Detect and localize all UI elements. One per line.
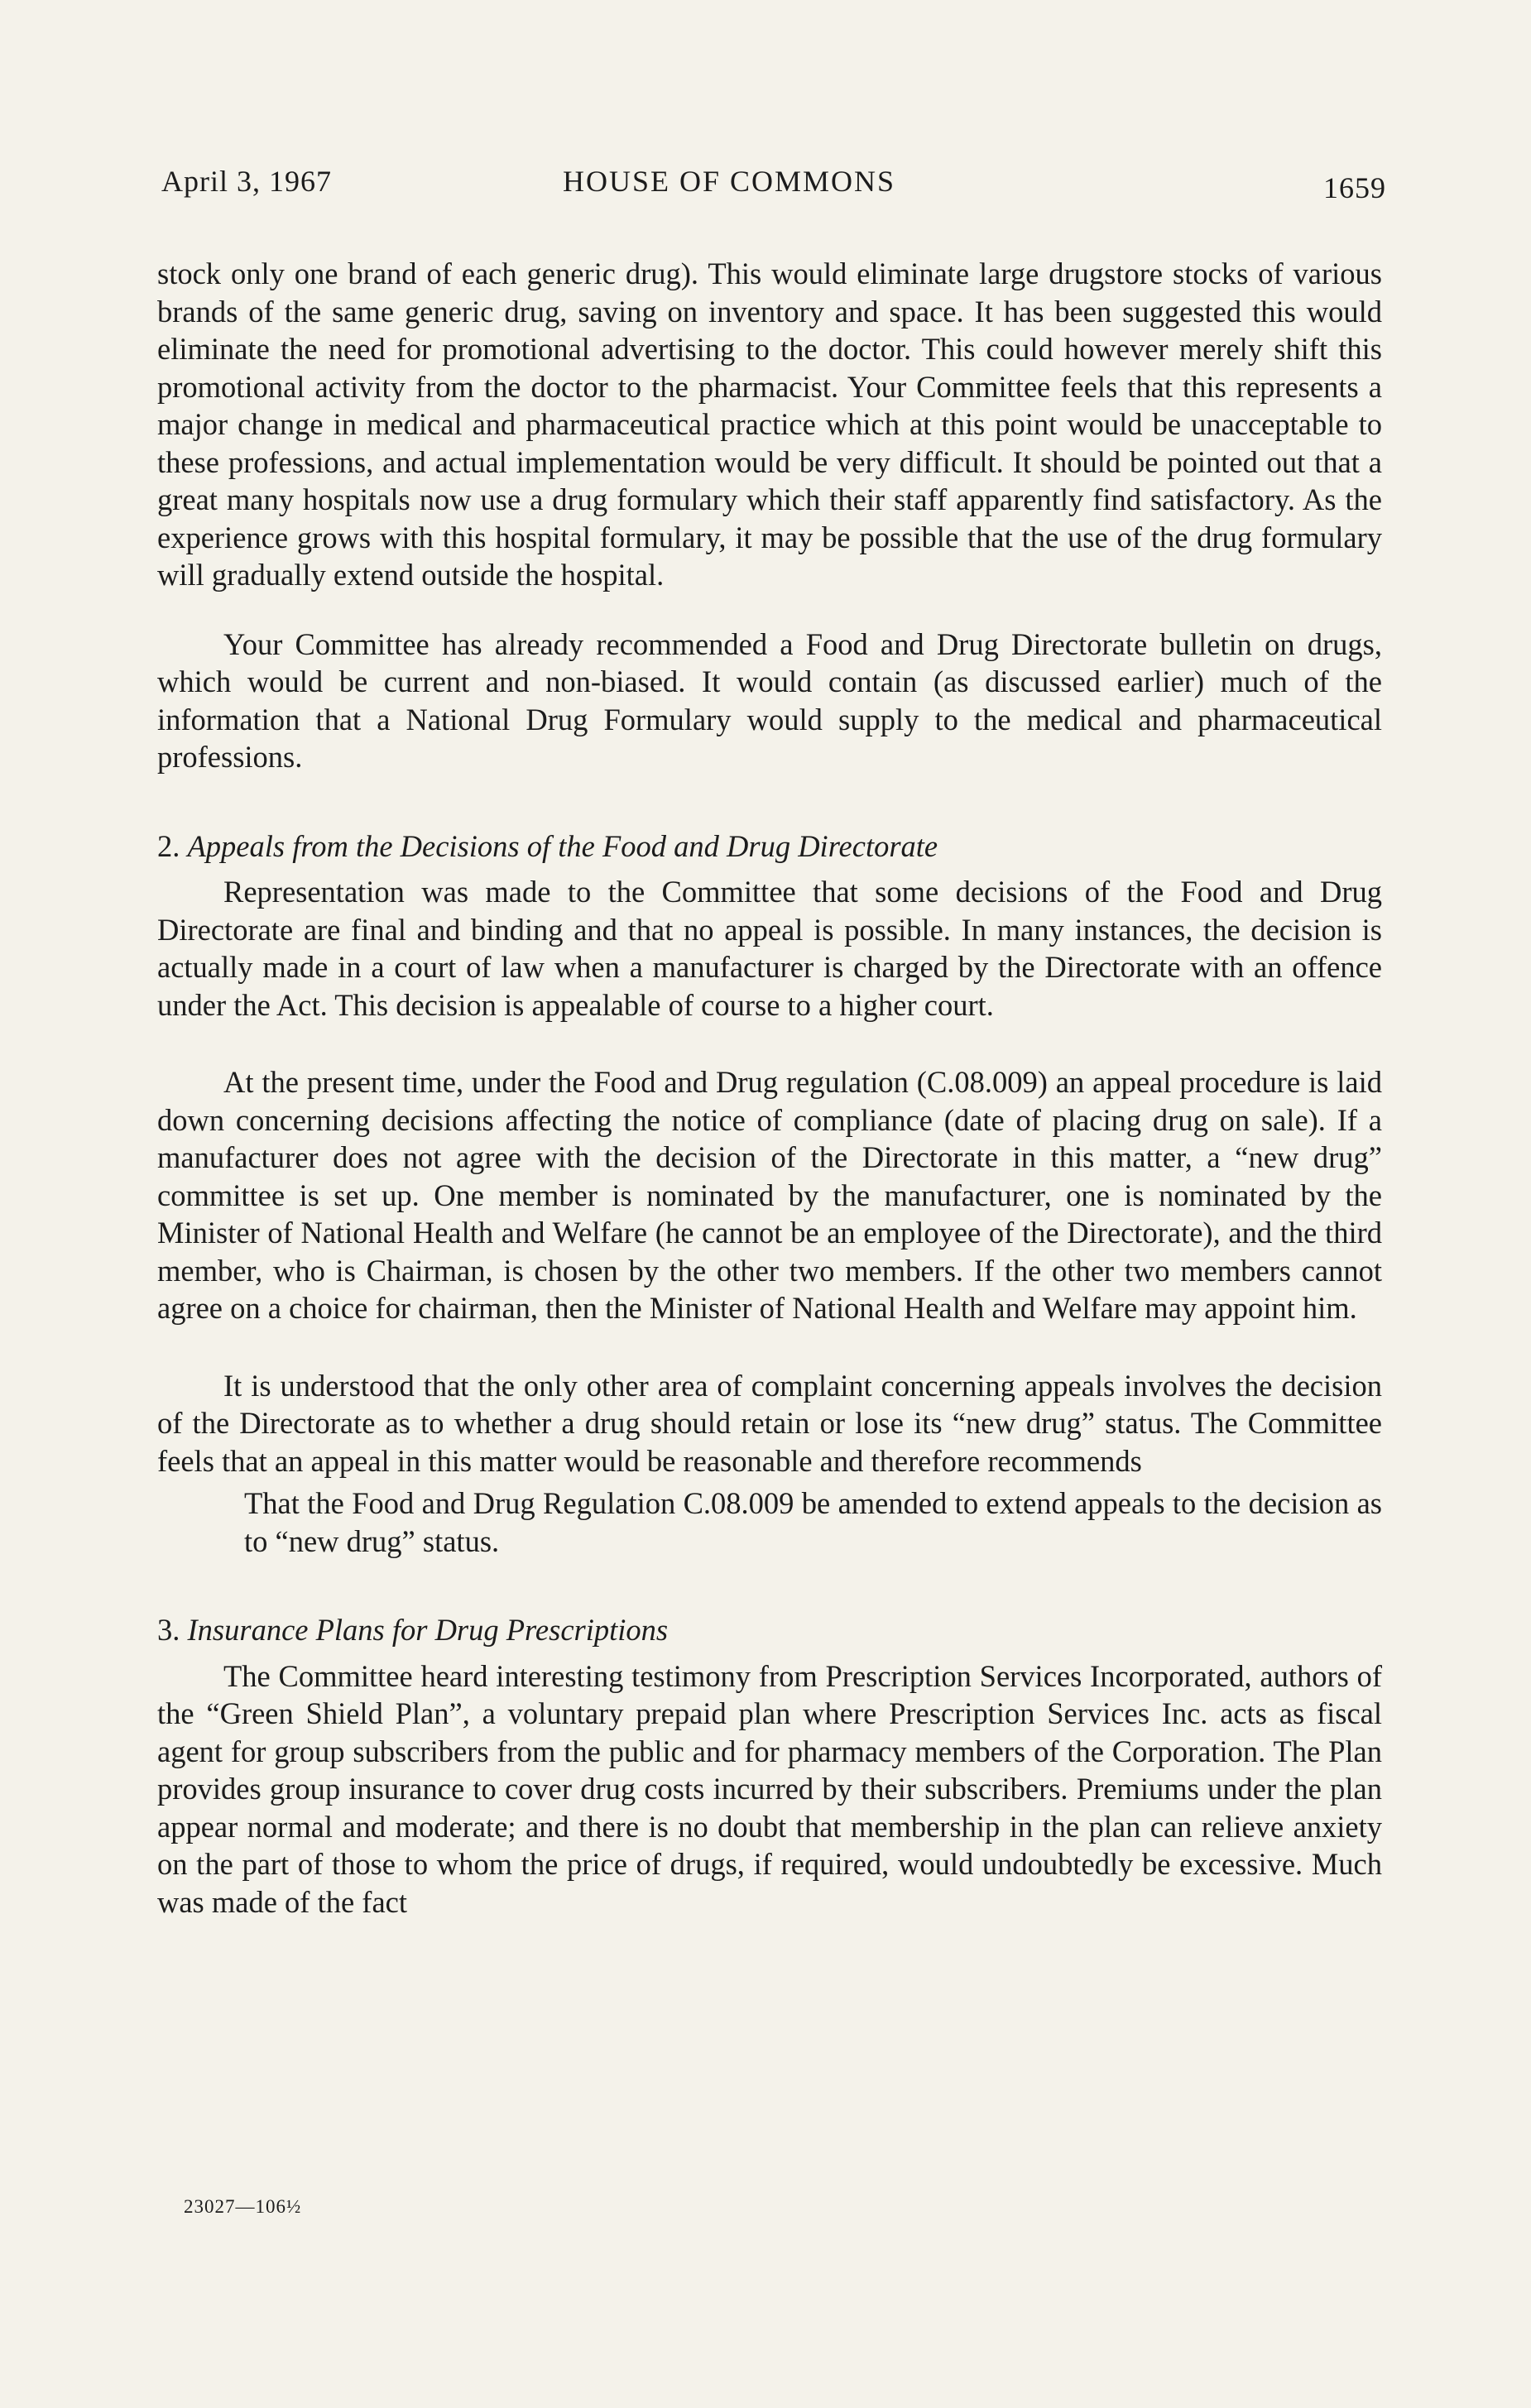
recommendation-text: That the Food and Drug Regulation C.08.009 be amended to extend appeals to the decision as to “new drug” status.	[244, 1486, 1382, 1558]
section-title: Appeals from the Decisions of the Food and Drug Directorate	[187, 828, 938, 863]
page-body	[157, 255, 1382, 1921]
section-title: Insurance Plans for Drug Prescriptions	[187, 1613, 669, 1647]
section-number: 3.	[157, 1613, 180, 1647]
section-number: 2.	[157, 828, 180, 863]
recommendation-block	[157, 1485, 1382, 1560]
section-heading-insurance	[157, 1611, 1382, 1649]
paragraph-green-shield: The Committee heard interesting testimony from Prescription Services Incorporated, authors of the “Green Shield Plan”, a voluntary prepaid plan where Prescription Services Inc. acts as fiscal agent for group subscribers from the public and for pharmacy members of the Corporation. The Plan provides group insurance to cover drug costs incurred by their subscribers. Premiums under the plan appear normal and moderate; and there is no doubt that membership in the plan can relieve anxiety on the part of those to whom the price of drugs, if required, would undoubtedly be excessive. Much was made of the fact	[157, 1658, 1382, 1919]
paragraph-continuation: stock only one brand of each generic drug). This would eliminate large drugstore stocks of various brands of the same generic drug, saving on inventory and space. It has been suggested this would eliminate the need for promotional advertising to the doctor. This could however merely shift this promotional activity from the doctor to the pharmacist. Your Committee feels that this represents a major change in medical and pharmaceutical practice which at this point would be unacceptable to these professions, and actual implementation would be very difficult. It should be pointed out that a great many hospitals now use a drug formulary which their staff apparently find satisfactory. As the experience grows with this hospital formulary, it may be possible that the use of the drug formulary will gradually extend outside the hospital.	[157, 257, 1382, 592]
paragraph-bulletin: Your Committee has already recommended a Food and Drug Directorate bulletin on drugs, which would be current and non-biased. It would contain (as discussed earlier) much of the information that a National Drug Formulary would supply to the medical and pharmaceutical professions.	[157, 626, 1382, 774]
paragraph-representation: Representation was made to the Committee that some decisions of the Food and Drug Directorate are final and binding and that no appeal is possible. In many instances, the decision is actually made in a court of law when a manufacturer is charged by the Directorate with an offence under the Act. This decision is appealable of course to a higher court.	[157, 875, 1382, 1022]
header-date: April 3, 1967	[161, 165, 332, 198]
footer-code: 23027—106½	[184, 2196, 302, 2217]
paragraph-understood: It is understood that the only other area of complaint concerning appeals involves the decision of the Directorate as to whether a drug should retain or lose its “new drug” status. The Committee feels that an appeal in this matter would be reasonable and therefore recommends	[157, 1368, 1382, 1478]
page-number: 1659	[1323, 171, 1386, 204]
paragraph-present-time: At the present time, under the Food and Drug regulation (C.08.009) an appeal procedure is laid down concerning decisions affecting the notice of compliance (date of placing drug on sale). If a manufacturer does not agree with the decision of the Directorate in this matter, a “new drug” committee is set up. One member is nominated by the manufacturer, one is nominated by the Minister of National Health and Welfare (he cannot be an employee of the Directorate), and the third member, who is Chairman, is chosen by the other two members. If the other two members cannot agree on a choice for chairman, then the Minister of National Health and Welfare may appoint him.	[157, 1065, 1382, 1325]
header-title: HOUSE OF COMMONS	[563, 165, 896, 198]
section-heading-appeals	[157, 827, 1382, 866]
page-header	[161, 164, 1386, 213]
